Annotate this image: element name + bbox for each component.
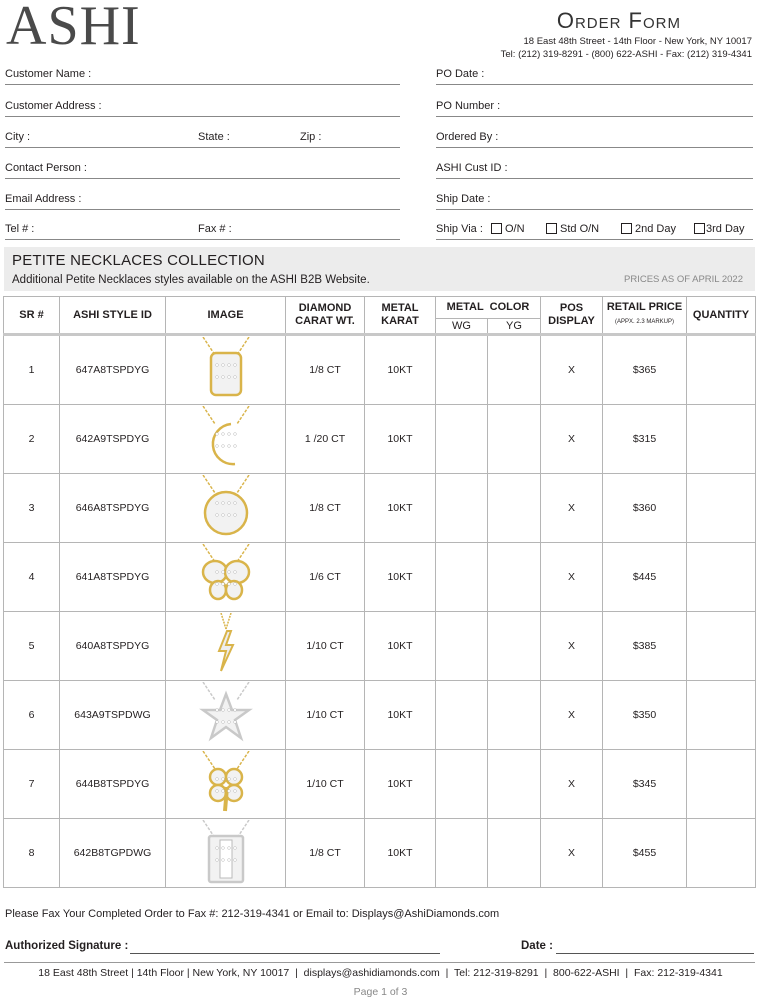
pos-display-cell: X: [541, 750, 603, 819]
date-label: Date :: [521, 940, 553, 952]
company-contact: Tel: (212) 319-8291 - (800) 622-ASHI - Fax: (212) 319-4341: [500, 49, 752, 60]
yg-cell[interactable]: [488, 681, 541, 750]
round-disc-pendant-icon: [191, 475, 261, 541]
quantity-cell[interactable]: [687, 405, 756, 474]
city-state-zip-field[interactable]: [5, 128, 400, 148]
karat-cell: 10KT: [365, 750, 436, 819]
signature-line[interactable]: [130, 953, 440, 954]
style-id-cell: 641A8TSPDYG: [60, 543, 166, 612]
star-pendant-icon: [191, 682, 261, 748]
quantity-cell[interactable]: [687, 335, 756, 405]
square-pave-pendant-icon: [191, 337, 261, 403]
karat-cell: 10KT: [365, 819, 436, 888]
po-number-label: PO Number :: [436, 100, 501, 112]
style-id-cell: 640A8TSPDYG: [60, 612, 166, 681]
header-quantity: QUANTITY: [687, 297, 756, 335]
yg-cell[interactable]: [488, 612, 541, 681]
company-address-block: [501, 35, 752, 61]
crescent-moon-pendant-icon: [191, 406, 261, 472]
image-cell: [166, 543, 286, 612]
pos-display-cell: X: [541, 474, 603, 543]
sr-cell: 6: [4, 681, 60, 750]
table-row: [4, 543, 756, 612]
sr-cell: 5: [4, 612, 60, 681]
retail-price-cell: $445: [603, 543, 687, 612]
retail-price-cell: $345: [603, 750, 687, 819]
wg-cell[interactable]: [436, 543, 488, 612]
yg-cell[interactable]: [488, 405, 541, 474]
quantity-cell[interactable]: [687, 543, 756, 612]
wg-cell[interactable]: [436, 405, 488, 474]
page-number: Page 1 of 3: [353, 986, 408, 998]
retail-price-cell: $385: [603, 612, 687, 681]
quantity-cell[interactable]: [687, 819, 756, 888]
table-row: [4, 819, 756, 888]
checkbox-icon[interactable]: [546, 223, 557, 234]
pos-display-cell: X: [541, 612, 603, 681]
header-sr: SR #: [4, 297, 60, 335]
table-row: [4, 474, 756, 543]
sr-cell: 4: [4, 543, 60, 612]
ashi-cust-id-field[interactable]: [436, 159, 753, 179]
header-retail-label: RETAIL PRICE: [606, 301, 683, 313]
collection-banner: [4, 247, 755, 291]
karat-cell: 10KT: [365, 612, 436, 681]
ship-via-field: [436, 220, 753, 240]
contact-person-field[interactable]: [5, 159, 400, 179]
sr-cell: 2: [4, 405, 60, 474]
pos-display-cell: X: [541, 543, 603, 612]
yg-cell[interactable]: [488, 543, 541, 612]
state-label: State :: [198, 131, 230, 143]
image-cell: [166, 335, 286, 405]
yg-cell[interactable]: [488, 474, 541, 543]
yg-cell[interactable]: [488, 335, 541, 405]
butterfly-pendant-icon: [191, 544, 261, 610]
ship-option-3rd-day[interactable]: [694, 223, 745, 235]
checkbox-icon[interactable]: [491, 223, 502, 234]
retail-price-cell: $365: [603, 335, 687, 405]
ship-option-on-label: O/N: [505, 223, 525, 235]
collection-title: PETITE NECKLACES COLLECTION: [12, 252, 265, 269]
karat-cell: 10KT: [365, 335, 436, 405]
sr-cell: 1: [4, 335, 60, 405]
customer-address-label: Customer Address :: [5, 100, 102, 112]
retail-price-cell: $360: [603, 474, 687, 543]
sr-cell: 8: [4, 819, 60, 888]
style-id-cell: 644B8TSPDYG: [60, 750, 166, 819]
yg-cell[interactable]: [488, 819, 541, 888]
carat-cell: 1/10 CT: [286, 612, 365, 681]
ship-option-std-on-label: Std O/N: [560, 223, 600, 235]
ship-date-label: Ship Date :: [436, 193, 491, 205]
sr-cell: 3: [4, 474, 60, 543]
pos-display-cell: X: [541, 335, 603, 405]
header-image: IMAGE: [166, 297, 286, 335]
header-metal-color: METAL COLOR: [436, 297, 541, 319]
clover-pendant-icon: [191, 751, 261, 817]
style-id-cell: 642B8TGPDWG: [60, 819, 166, 888]
image-cell: [166, 405, 286, 474]
checkbox-icon[interactable]: [621, 223, 632, 234]
ship-option-2nd-day-label: 2nd Day: [635, 223, 676, 235]
wg-cell[interactable]: [436, 474, 488, 543]
contact-person-label: Contact Person :: [5, 162, 87, 174]
table-row: [4, 335, 756, 405]
ship-option-std-on[interactable]: [546, 223, 599, 235]
wg-cell[interactable]: [436, 819, 488, 888]
footer-divider: [4, 962, 755, 963]
ship-option-3rd-day-label: 3rd Day: [706, 223, 745, 235]
carat-cell: 1/8 CT: [286, 335, 365, 405]
header-karat: [365, 297, 436, 335]
baguette-square-pendant-icon: [191, 820, 261, 886]
fax-label: Fax # :: [198, 223, 232, 235]
ship-date-field[interactable]: [436, 190, 753, 210]
style-id-cell: 647A8TSPDYG: [60, 335, 166, 405]
carat-cell: 1/8 CT: [286, 819, 365, 888]
karat-cell: 10KT: [365, 681, 436, 750]
date-line[interactable]: [556, 953, 754, 954]
table-row: [4, 612, 756, 681]
pos-display-cell: X: [541, 819, 603, 888]
tel-label: Tel # :: [5, 223, 35, 235]
yg-cell[interactable]: [488, 750, 541, 819]
header-retail-note: (APPX. 2.3 MARKUP): [615, 319, 675, 325]
header-pos-line1: POS: [559, 302, 584, 314]
image-cell: [166, 819, 286, 888]
karat-cell: 10KT: [365, 543, 436, 612]
image-cell: [166, 681, 286, 750]
header-yg: YG: [488, 319, 541, 335]
ordered-by-label: Ordered By :: [436, 131, 499, 143]
header-retail-price: [603, 297, 687, 335]
ship-option-on[interactable]: [491, 223, 525, 235]
ship-option-2nd-day[interactable]: [621, 223, 676, 235]
wg-cell[interactable]: [436, 335, 488, 405]
image-cell: [166, 750, 286, 819]
pos-display-cell: X: [541, 681, 603, 750]
header-style-id: ASHI STYLE ID: [60, 297, 166, 335]
po-number-field[interactable]: [436, 97, 753, 117]
ashi-logo: ASHI: [6, 0, 141, 57]
ship-via-label: Ship Via :: [436, 223, 483, 235]
sr-cell: 7: [4, 750, 60, 819]
carat-cell: 1/10 CT: [286, 750, 365, 819]
zip-label: Zip :: [300, 131, 322, 143]
wg-cell[interactable]: [436, 681, 488, 750]
style-id-cell: 646A8TSPDYG: [60, 474, 166, 543]
po-date-field[interactable]: [436, 65, 753, 85]
table-row: [4, 681, 756, 750]
header-carat: [286, 297, 365, 335]
pos-display-cell: X: [541, 405, 603, 474]
email-address-label: Email Address :: [5, 193, 82, 205]
po-date-label: PO Date :: [436, 68, 485, 80]
prices-as-of: PRICES AS OF APRIL 2022: [624, 274, 743, 285]
header-pos-display: [541, 297, 603, 335]
carat-cell: 1/8 CT: [286, 474, 365, 543]
ashi-cust-id-label: ASHI Cust ID :: [436, 162, 508, 174]
table-row: [4, 750, 756, 819]
company-address: 18 East 48th Street - 14th Floor - New York, NY 10017: [523, 36, 752, 47]
header-karat-line2: KARAT: [381, 315, 419, 327]
image-cell: [166, 474, 286, 543]
email-address-field[interactable]: [5, 190, 400, 210]
style-id-cell: 642A9TSPDYG: [60, 405, 166, 474]
table-row: [4, 405, 756, 474]
header-carat-line2: CARAT WT.: [295, 315, 355, 327]
header-wg: WG: [436, 319, 488, 335]
carat-cell: 1 /20 CT: [286, 405, 365, 474]
quantity-cell[interactable]: [687, 612, 756, 681]
lightning-bolt-pendant-icon: [191, 613, 261, 679]
retail-price-cell: $350: [603, 681, 687, 750]
customer-address-field[interactable]: [5, 97, 400, 117]
retail-price-cell: $455: [603, 819, 687, 888]
customer-name-field[interactable]: [5, 65, 400, 85]
karat-cell: 10KT: [365, 474, 436, 543]
style-id-cell: 643A9TSPDWG: [60, 681, 166, 750]
customer-name-label: Customer Name :: [5, 68, 92, 80]
city-label: City :: [5, 131, 31, 143]
checkbox-icon[interactable]: [694, 223, 705, 234]
wg-cell[interactable]: [436, 612, 488, 681]
header-pos-line2: DISPLAY: [548, 315, 595, 327]
quantity-cell[interactable]: [687, 681, 756, 750]
carat-cell: 1/10 CT: [286, 681, 365, 750]
ordered-by-field[interactable]: [436, 128, 753, 148]
quantity-cell[interactable]: [687, 750, 756, 819]
retail-price-cell: $315: [603, 405, 687, 474]
order-form-title: [557, 8, 681, 34]
quantity-cell[interactable]: [687, 474, 756, 543]
header-carat-line1: DIAMOND: [298, 302, 352, 314]
carat-cell: 1/6 CT: [286, 543, 365, 612]
footer-address: 18 East 48th Street | 14th Floor | New York, NY 10017 | displays@ashidiamonds.com | Tel: 212-319-8291 | 800-622-ASHI | Fax: 212-319-4341: [38, 967, 723, 979]
order-form-title-text: Order Form: [556, 8, 681, 33]
header-karat-line1: METAL: [381, 302, 419, 314]
collection-subtitle: Additional Petite Necklaces styles available on the ASHI B2B Website.: [12, 274, 370, 286]
tel-fax-field[interactable]: [5, 220, 400, 240]
image-cell: [166, 612, 286, 681]
wg-cell[interactable]: [436, 750, 488, 819]
product-table: [3, 296, 756, 888]
fax-instruction: Please Fax Your Completed Order to Fax #: 212-319-4341 or Email to: Displays@AshiDiamonds.com: [5, 908, 500, 920]
karat-cell: 10KT: [365, 405, 436, 474]
authorized-signature-label: Authorized Signature :: [5, 940, 129, 952]
